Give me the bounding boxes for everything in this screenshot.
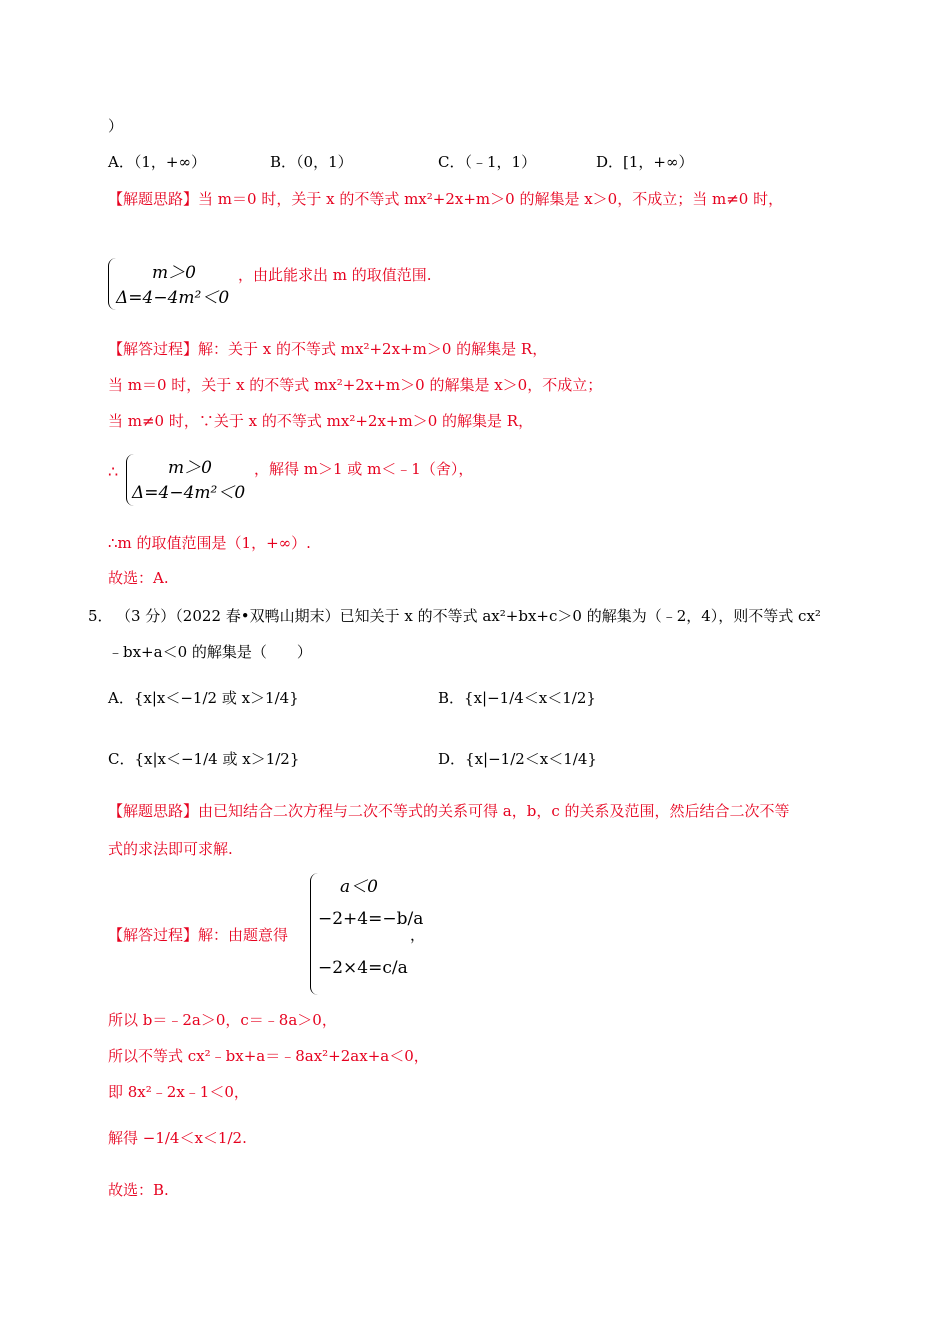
q5-process-line-2: 所以不等式 cx²﹣bx+a＝﹣8ax²+2ax+a＜0， [108,1047,429,1065]
q5-system-comma: ， [410,926,426,944]
q5-option-a: A．{x|x＜−1/2 或 x＞1/4} [108,689,299,707]
q5-process-line-3: 即 8x²﹣2x﹣1＜0， [108,1083,249,1101]
q4-option-a: A．（1，+∞） [108,153,206,171]
q4-process-line-3: 当 m≠0 时，∵关于 x 的不等式 mx²+2x+m＞0 的解集是 R， [108,412,534,430]
q4-option-c: C．（﹣1，1） [438,153,537,171]
q4-answer: 故选：A. [108,569,169,587]
q5-idea-line-2: 式的求法即可求解. [108,840,233,858]
q5-process-line-4: 解得 −1/4＜x＜1/2. [108,1129,247,1147]
q5-process-intro: 【解答过程】解：由题意得 [108,926,289,944]
therefore-symbol: ∴ [108,462,119,481]
q5-idea-line-1: 【解题思路】由已知结合二次方程与二次不等式的关系可得 a，b，c 的关系及范围，然后结合二次不等 [108,802,790,820]
q5-option-b: B．{x|−1/4＜x＜1/2} [438,689,596,707]
q5-option-c: C．{x|x＜−1/4 或 x＞1/2} [108,750,300,768]
q4-idea-line-1: 【解题思路】当 m＝0 时，关于 x 的不等式 mx²+2x+m＞0 的解集是 x＞0，不成立；当 m≠0 时， [108,190,784,208]
q5-process-line-1: 所以 b＝﹣2a＞0，c＝﹣8a＞0， [108,1011,337,1029]
q4-process-line-1: 【解答过程】解：关于 x 的不等式 mx²+2x+m＞0 的解集是 R， [108,340,548,358]
q5-stem-line-2: ﹣bx+a＜0 的解集是（ ） [108,643,312,661]
q5-system-line-2: −2+4=−b/a [318,909,424,929]
q5-answer: 故选：B. [108,1181,169,1199]
q4-idea-line-2: ，由此能求出 m 的取值范围. [238,266,432,284]
q4-system-1-line-1: m＞0 [152,263,196,283]
q5-number: 5． [88,607,113,625]
q4-process-line-5: ∴m 的取值范围是（1，+∞）. [108,534,311,552]
q5-system-line-1: a＜0 [340,877,378,897]
q4-option-d: D．[1，+∞） [596,153,694,171]
top-paren: ） [108,117,124,135]
q4-system-1-line-2: Δ=4−4m²＜0 [116,288,230,308]
q5-option-d: D．{x|−1/2＜x＜1/4} [438,750,597,768]
q4-option-b: B．（0，1） [270,153,353,171]
q4-process-line-2: 当 m＝0 时，关于 x 的不等式 mx²+2x+m＞0 的解集是 x＞0，不成立； [108,376,603,394]
q4-system-2-line-1: m＞0 [168,458,212,478]
q4-process-line-4: ，解得 m＞1 或 m＜﹣1（舍）， [254,460,474,478]
q5-system-line-3: −2×4=c/a [318,958,408,978]
q5-stem-line-1: （3 分）（2022 春•双鸭山期末）已知关于 x 的不等式 ax²+bx+c＞0 的解集为（﹣2，4），则不等式 cx² [116,607,821,625]
q4-system-2-line-2: Δ=4−4m²＜0 [132,483,246,503]
